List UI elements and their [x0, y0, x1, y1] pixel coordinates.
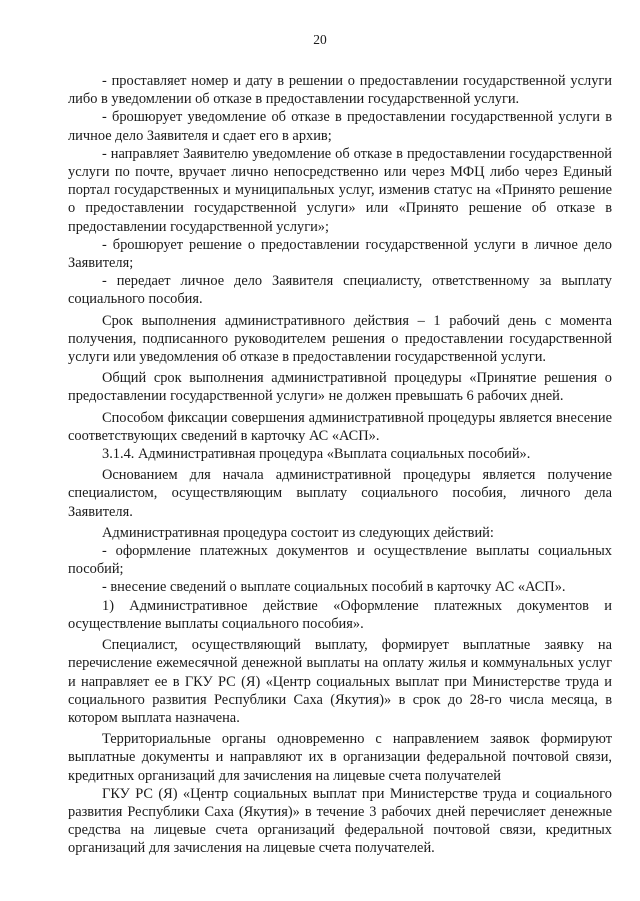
section-heading-3-1-4: 3.1.4. Административная процедура «Выплата социальных пособий».: [102, 446, 531, 463]
paragraph-osnovaniem: Основанием для начала административной процедуры является получение специалистом, осуществляющим выплату социального пособия, личного дела Заявителя.: [68, 467, 612, 520]
paragraph-spetsialist: Специалист, осуществляющий выплату, формирует выплатные заявку на перечисление ежемесячной денежной выплаты на оплату жилья и коммунальных услуг и направляет ее в ГКУ РС (Я) «Центр социальных выплат при Министерстве труда и социального развития Республики Саха (Якутия)» в срок до 28-го числа месяца, в котором выплата назначена.: [68, 637, 612, 726]
paragraph-napravlyaet: - направляет Заявителю уведомление об отказе в предоставлении государственной услуги по почте, вручает лично непосредственно или через МФЦ либо через Единый портал государственных и муниципальных услуг, изменив статус на «Принято решение о предоставлении государственной услуги» или «Принято решение об отказе в предоставлении государственной услуги»;: [68, 145, 612, 235]
paragraph-territorialnye-organy: Территориальные органы одновременно с направлением заявок формируют выплатные документы и направляют их в организации федеральной почтовой связи, кредитных организаций для зачисления на лицевые счета получателей: [68, 731, 612, 784]
paragraph-obshchiy-srok: Общий срок выполнения административной процедуры «Принятие решения о предоставлении государственной услуги» не должен превышать 6 рабочих дней.: [68, 370, 612, 405]
paragraph-broshyuruet-uvedomlenie: - брошюрует уведомление об отказе в предоставлении государственной услуги в личное дело Заявителя и сдает его в архив;: [68, 109, 612, 144]
paragraph-sposob-fiksatsii: Способом фиксации совершения административной процедуры является внесение соответствующих сведений в карточку АС «АСП».: [68, 409, 612, 444]
document-body: [68, 72, 612, 858]
paragraph-sostoit: Административная процедура состоит из следующих действий:: [102, 524, 494, 541]
paragraph-gku: ГКУ РС (Я) «Центр социальных выплат при Министерстве труда и социального развития Республики Саха (Якутия)» в течение 3 рабочих дней перечисляет денежные средства на лицевые счета организаций федеральной почтовой связи, кредитных организаций для зачисления на лицевые счета получателей.: [68, 785, 612, 857]
paragraph-srok-deystviya: Срок выполнения административного действия – 1 рабочий день с момента получения, подписанного руководителем решения о предоставлении государственной услуги или уведомления об отказе в предоставлении государственной услуги.: [68, 312, 612, 366]
paragraph-deystvie-1: 1) Административное действие «Оформление платежных документов и осуществление выплаты социального пособия».: [68, 597, 612, 632]
list-item-oformlenie: - оформление платежных документов и осуществление выплаты социальных пособий;: [68, 543, 612, 578]
paragraph-proставляет: - проставляет номер и дату в решении о предоставлении государственной услуги либо в уведомлении об отказе в предоставлении государственной услуги.: [68, 73, 612, 108]
paragraph-peredaet: - передает личное дело Заявителя специалисту, ответственному за выплату социального пособия.: [68, 273, 612, 308]
paragraph-broshyuruet-reshenie: - брошюрует решение о предоставлении государственной услуги в личное дело Заявителя;: [68, 236, 612, 272]
list-item-vnesenie: - внесение сведений о выплате социальных пособий в карточку АС «АСП».: [102, 579, 566, 596]
page-number: 20: [313, 32, 327, 47]
